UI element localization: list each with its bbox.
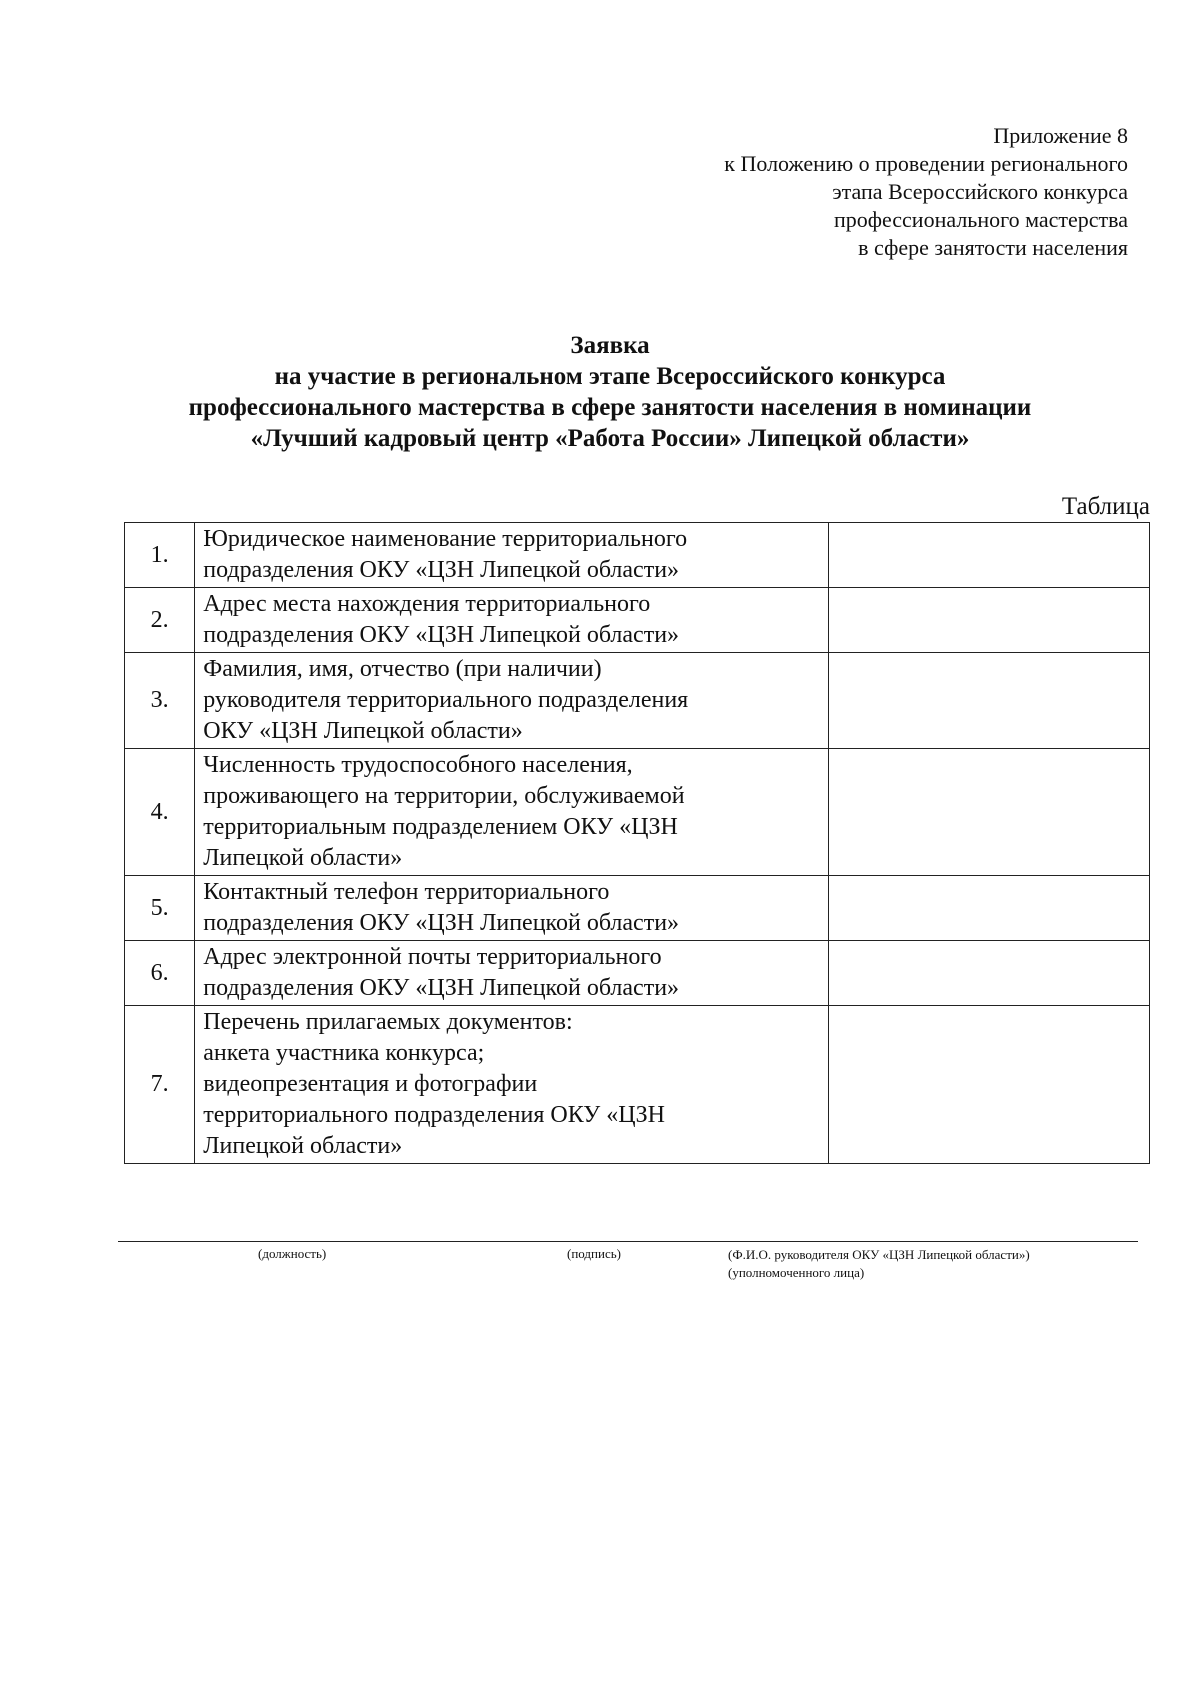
appendix-header xyxy=(568,122,1128,262)
appendix-line: профессионального мастерства xyxy=(833,207,1128,232)
row-number: 7. xyxy=(125,1006,195,1164)
row-number: 4. xyxy=(125,749,195,876)
row-number: 6. xyxy=(125,941,195,1006)
table-row xyxy=(125,653,1150,749)
row-value-field[interactable] xyxy=(829,749,1150,876)
document-title xyxy=(120,330,1100,454)
name-caption xyxy=(728,1246,1030,1282)
row-value-field[interactable] xyxy=(829,876,1150,941)
row-description xyxy=(195,523,829,588)
row-number: 2. xyxy=(125,588,195,653)
row-description xyxy=(195,588,829,653)
signature-caption: (подпись) xyxy=(567,1246,621,1261)
name-caption-line: (уполномоченного лица) xyxy=(728,1265,865,1280)
description-line: проживающего на территории, обслуживаемой xyxy=(203,783,685,809)
title-line: «Лучший кадровый центр «Работа России» Липецкой области» xyxy=(250,425,970,452)
title-line: Заявка xyxy=(570,332,650,359)
description-line: Фамилия, имя, отчество (при наличии) xyxy=(203,656,602,682)
table-row xyxy=(125,876,1150,941)
table-row xyxy=(125,749,1150,876)
name-caption-line: (Ф.И.О. руководителя ОКУ «ЦЗН Липецкой области») xyxy=(728,1247,1030,1262)
table-caption: Таблица xyxy=(1061,493,1150,520)
description-line: Липецкой области» xyxy=(203,1133,403,1159)
appendix-line: Приложение 8 xyxy=(993,123,1128,148)
table-row xyxy=(125,941,1150,1006)
description-line: Контактный телефон территориального xyxy=(203,879,610,905)
row-number: 5. xyxy=(125,876,195,941)
description-line: территориального подразделения ОКУ «ЦЗН xyxy=(203,1102,665,1128)
description-line: подразделения ОКУ «ЦЗН Липецкой области» xyxy=(203,557,680,583)
description-line: Липецкой области» xyxy=(203,845,403,871)
description-line: Перечень прилагаемых документов: xyxy=(203,1009,573,1035)
row-value-field[interactable] xyxy=(829,1006,1150,1164)
row-number: 1. xyxy=(125,523,195,588)
row-description xyxy=(195,653,829,749)
description-line: Адрес электронной почты территориального xyxy=(203,944,662,970)
position-caption: (должность) xyxy=(258,1246,327,1261)
row-value-field[interactable] xyxy=(829,653,1150,749)
description-line: анкета участника конкурса; xyxy=(203,1040,485,1066)
title-line: на участие в региональном этапе Всероссийского конкурса xyxy=(274,363,946,390)
description-line: подразделения ОКУ «ЦЗН Липецкой области» xyxy=(203,910,680,936)
description-line: подразделения ОКУ «ЦЗН Липецкой области» xyxy=(203,975,680,1001)
description-line: территориальным подразделением ОКУ «ЦЗН xyxy=(203,814,678,840)
table-row xyxy=(125,588,1150,653)
description-line: Адрес места нахождения территориального xyxy=(203,591,651,617)
table-row xyxy=(125,523,1150,588)
signature-line[interactable] xyxy=(118,1241,1138,1242)
row-description xyxy=(195,1006,829,1164)
description-line: руководителя территориального подразделения xyxy=(203,687,689,713)
row-value-field[interactable] xyxy=(829,588,1150,653)
row-value-field[interactable] xyxy=(829,941,1150,1006)
description-line: Численность трудоспособного населения, xyxy=(203,752,633,778)
description-line: подразделения ОКУ «ЦЗН Липецкой области» xyxy=(203,622,680,648)
row-description xyxy=(195,749,829,876)
row-description xyxy=(195,941,829,1006)
description-line: ОКУ «ЦЗН Липецкой области» xyxy=(203,718,523,744)
appendix-line: в сфере занятости населения xyxy=(858,235,1128,260)
application-table xyxy=(124,522,1150,1164)
table-row xyxy=(125,1006,1150,1164)
description-line: видеопрезентация и фотографии xyxy=(203,1071,538,1097)
row-description xyxy=(195,876,829,941)
title-line: профессионального мастерства в сфере занятости населения в номинации xyxy=(188,394,1032,421)
row-number: 3. xyxy=(125,653,195,749)
description-line: Юридическое наименование территориального xyxy=(203,526,688,552)
appendix-line: этапа Всероссийского конкурса xyxy=(832,179,1128,204)
appendix-line: к Положению о проведении регионального xyxy=(724,151,1128,176)
row-value-field[interactable] xyxy=(829,523,1150,588)
